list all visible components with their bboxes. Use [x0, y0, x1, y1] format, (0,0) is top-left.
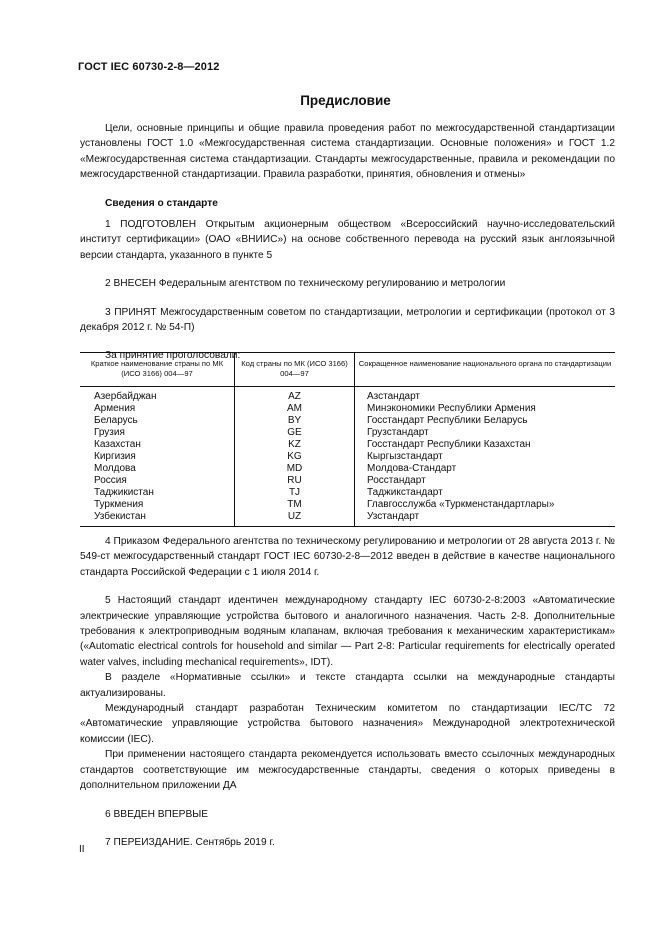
table-row: [80, 487, 615, 499]
table-row: [80, 439, 615, 451]
table-body: [80, 387, 615, 527]
header-code: Код страны по МК (ИСО 3166) 004—97: [235, 353, 355, 387]
cell-country: Таджикистан: [94, 487, 154, 498]
table-row: [80, 511, 615, 527]
cell-code: TJ: [235, 487, 355, 499]
item-3: 3 ПРИНЯТ Межгосударственным советом по стандартизации, метрологии и сертификации (протокол от 3 декабря 2012 г. № 54-П): [80, 306, 615, 334]
cell-country: Казахстан: [94, 439, 141, 450]
page-number: II: [79, 844, 85, 855]
cell-country: Туркмения: [94, 499, 144, 510]
cell-country: Узбекистан: [94, 511, 146, 522]
table-row: [80, 451, 615, 463]
cell-body: Азстандарт: [355, 387, 616, 404]
cell-country: Азербайджан: [94, 391, 157, 402]
cell-code: KZ: [235, 439, 355, 451]
cell-country: Грузия: [94, 427, 125, 438]
cell-body: Госстандарт Республики Беларусь: [355, 415, 616, 427]
table-row: [80, 463, 615, 475]
cell-code: RU: [235, 475, 355, 487]
intro-block: [80, 121, 615, 364]
item-5-usage: При применении настоящего стандарта рекомендуется использовать вместо ссылочных международных стандартов соответствующие им межгосударственные стандарты, сведения о которых приведены в дополнительном приложении ДА: [80, 749, 615, 792]
table-row: [80, 403, 615, 415]
table-header-row: [80, 353, 615, 387]
cell-code: UZ: [235, 511, 355, 527]
cell-code: TM: [235, 499, 355, 511]
item-1: 1 ПОДГОТОВЛЕН Открытым акционерным обществом «Всероссийский научно-исследовательский институт сертификации» (ОАО «ВНИИС») на основе собственного перевода на русский язык англоязычной версии стандарта, указанного в пункте 5: [80, 219, 615, 261]
cell-body: Молдова-Стандарт: [355, 463, 616, 475]
after-table-block: [80, 534, 615, 850]
cell-code: AZ: [235, 387, 355, 404]
item-5-committee: Международный стандарт разработан Техническим комитетом по стандартизации IEC/TC 72 «Автоматические управляющие устройства бытового назначения» Международной электротехнической комиссии (IEC).: [80, 703, 615, 745]
cell-body: Кыргызстандарт: [355, 451, 616, 463]
voting-table: [80, 352, 615, 527]
cell-body: Таджикстандарт: [355, 487, 616, 499]
page-title-wrap: [0, 92, 661, 110]
voted-label: За принятие проголосовали:: [105, 350, 241, 362]
item-5: 5 Настоящий стандарт идентичен международному стандарту IEC 60730-2-8:2003 «Автоматические электрические управляющие устройства бытового и аналогичного назначения. Часть 2-8. Дополнительные требования к электроприводным водяным клапанам, включая требования к механическим характеристикам» («Automatic electrical controls for household and similar — Part 2-8: Particular requirements for electrically operated water valves, including mechanical requirements», IDT).: [80, 595, 615, 668]
table-row: [80, 387, 615, 404]
cell-code: KG: [235, 451, 355, 463]
cell-country: Россия: [94, 475, 127, 486]
cell-code: BY: [235, 415, 355, 427]
cell-body: Росстандарт: [355, 475, 616, 487]
item-7: 7 ПЕРЕИЗДАНИЕ. Сентябрь 2019 г.: [105, 836, 275, 848]
table-row: [80, 475, 615, 487]
page-title: Предисловие: [300, 93, 391, 108]
item-4: 4 Приказом Федерального агентства по техническому регулированию и метрологии от 28 августа 2013 г. № 549-ст межгосударственный стандарт ГОСТ IEC 60730-2-8—2012 введен в действие в качестве национального стандарта Российской Федерации с 1 июля 2014 г.: [80, 536, 615, 578]
document-id: ГОСТ IEC 60730-2-8—2012: [78, 61, 220, 73]
item-5-refs: В разделе «Нормативные ссылки» и тексте стандарта ссылки на международные стандарты актуализированы.: [80, 672, 615, 699]
cell-country: Беларусь: [94, 415, 138, 426]
cell-body: Грузстандарт: [355, 427, 616, 439]
cell-country: Армения: [94, 403, 136, 414]
item-2: 2 ВНЕСЕН Федеральным агентством по техническому регулированию и метрологии: [105, 278, 506, 290]
table-row: [80, 499, 615, 511]
intro-paragraph: Цели, основные принципы и общие правила проведения работ по межгосударственной стандартизации установлены ГОСТ 1.0 «Межгосударственная система стандартизации. Основные положения» и ГОСТ 1.2 «Межгосударственная система стандартизации. Стандарты межгосударственные, правила и рекомендации по межгосударственной стандартизации. Правила разработки, принятия, обновления и отмены»: [80, 123, 615, 181]
table-row: [80, 415, 615, 427]
cell-body: Главгосслужба «Туркменстандартлары»: [355, 499, 616, 511]
table-row: [80, 427, 615, 439]
cell-body: Госстандарт Республики Казахстан: [355, 439, 616, 451]
cell-code: AM: [235, 403, 355, 415]
cell-body: Узстандарт: [355, 511, 616, 527]
item-6: 6 ВВЕДЕН ВПЕРВЫЕ: [105, 808, 209, 820]
cell-country: Молдова: [94, 463, 136, 474]
header-body: Сокращенное наименование национального органа по стандартизации: [355, 353, 616, 387]
header-country: Краткое наименование страны по МК (ИСО 3166) 004—97: [80, 353, 235, 387]
cell-body: Минэкономики Республики Армения: [355, 403, 616, 415]
section-heading: Сведения о стандарте: [105, 197, 218, 209]
cell-code: MD: [235, 463, 355, 475]
cell-country: Киргизия: [94, 451, 136, 462]
cell-code: GE: [235, 427, 355, 439]
